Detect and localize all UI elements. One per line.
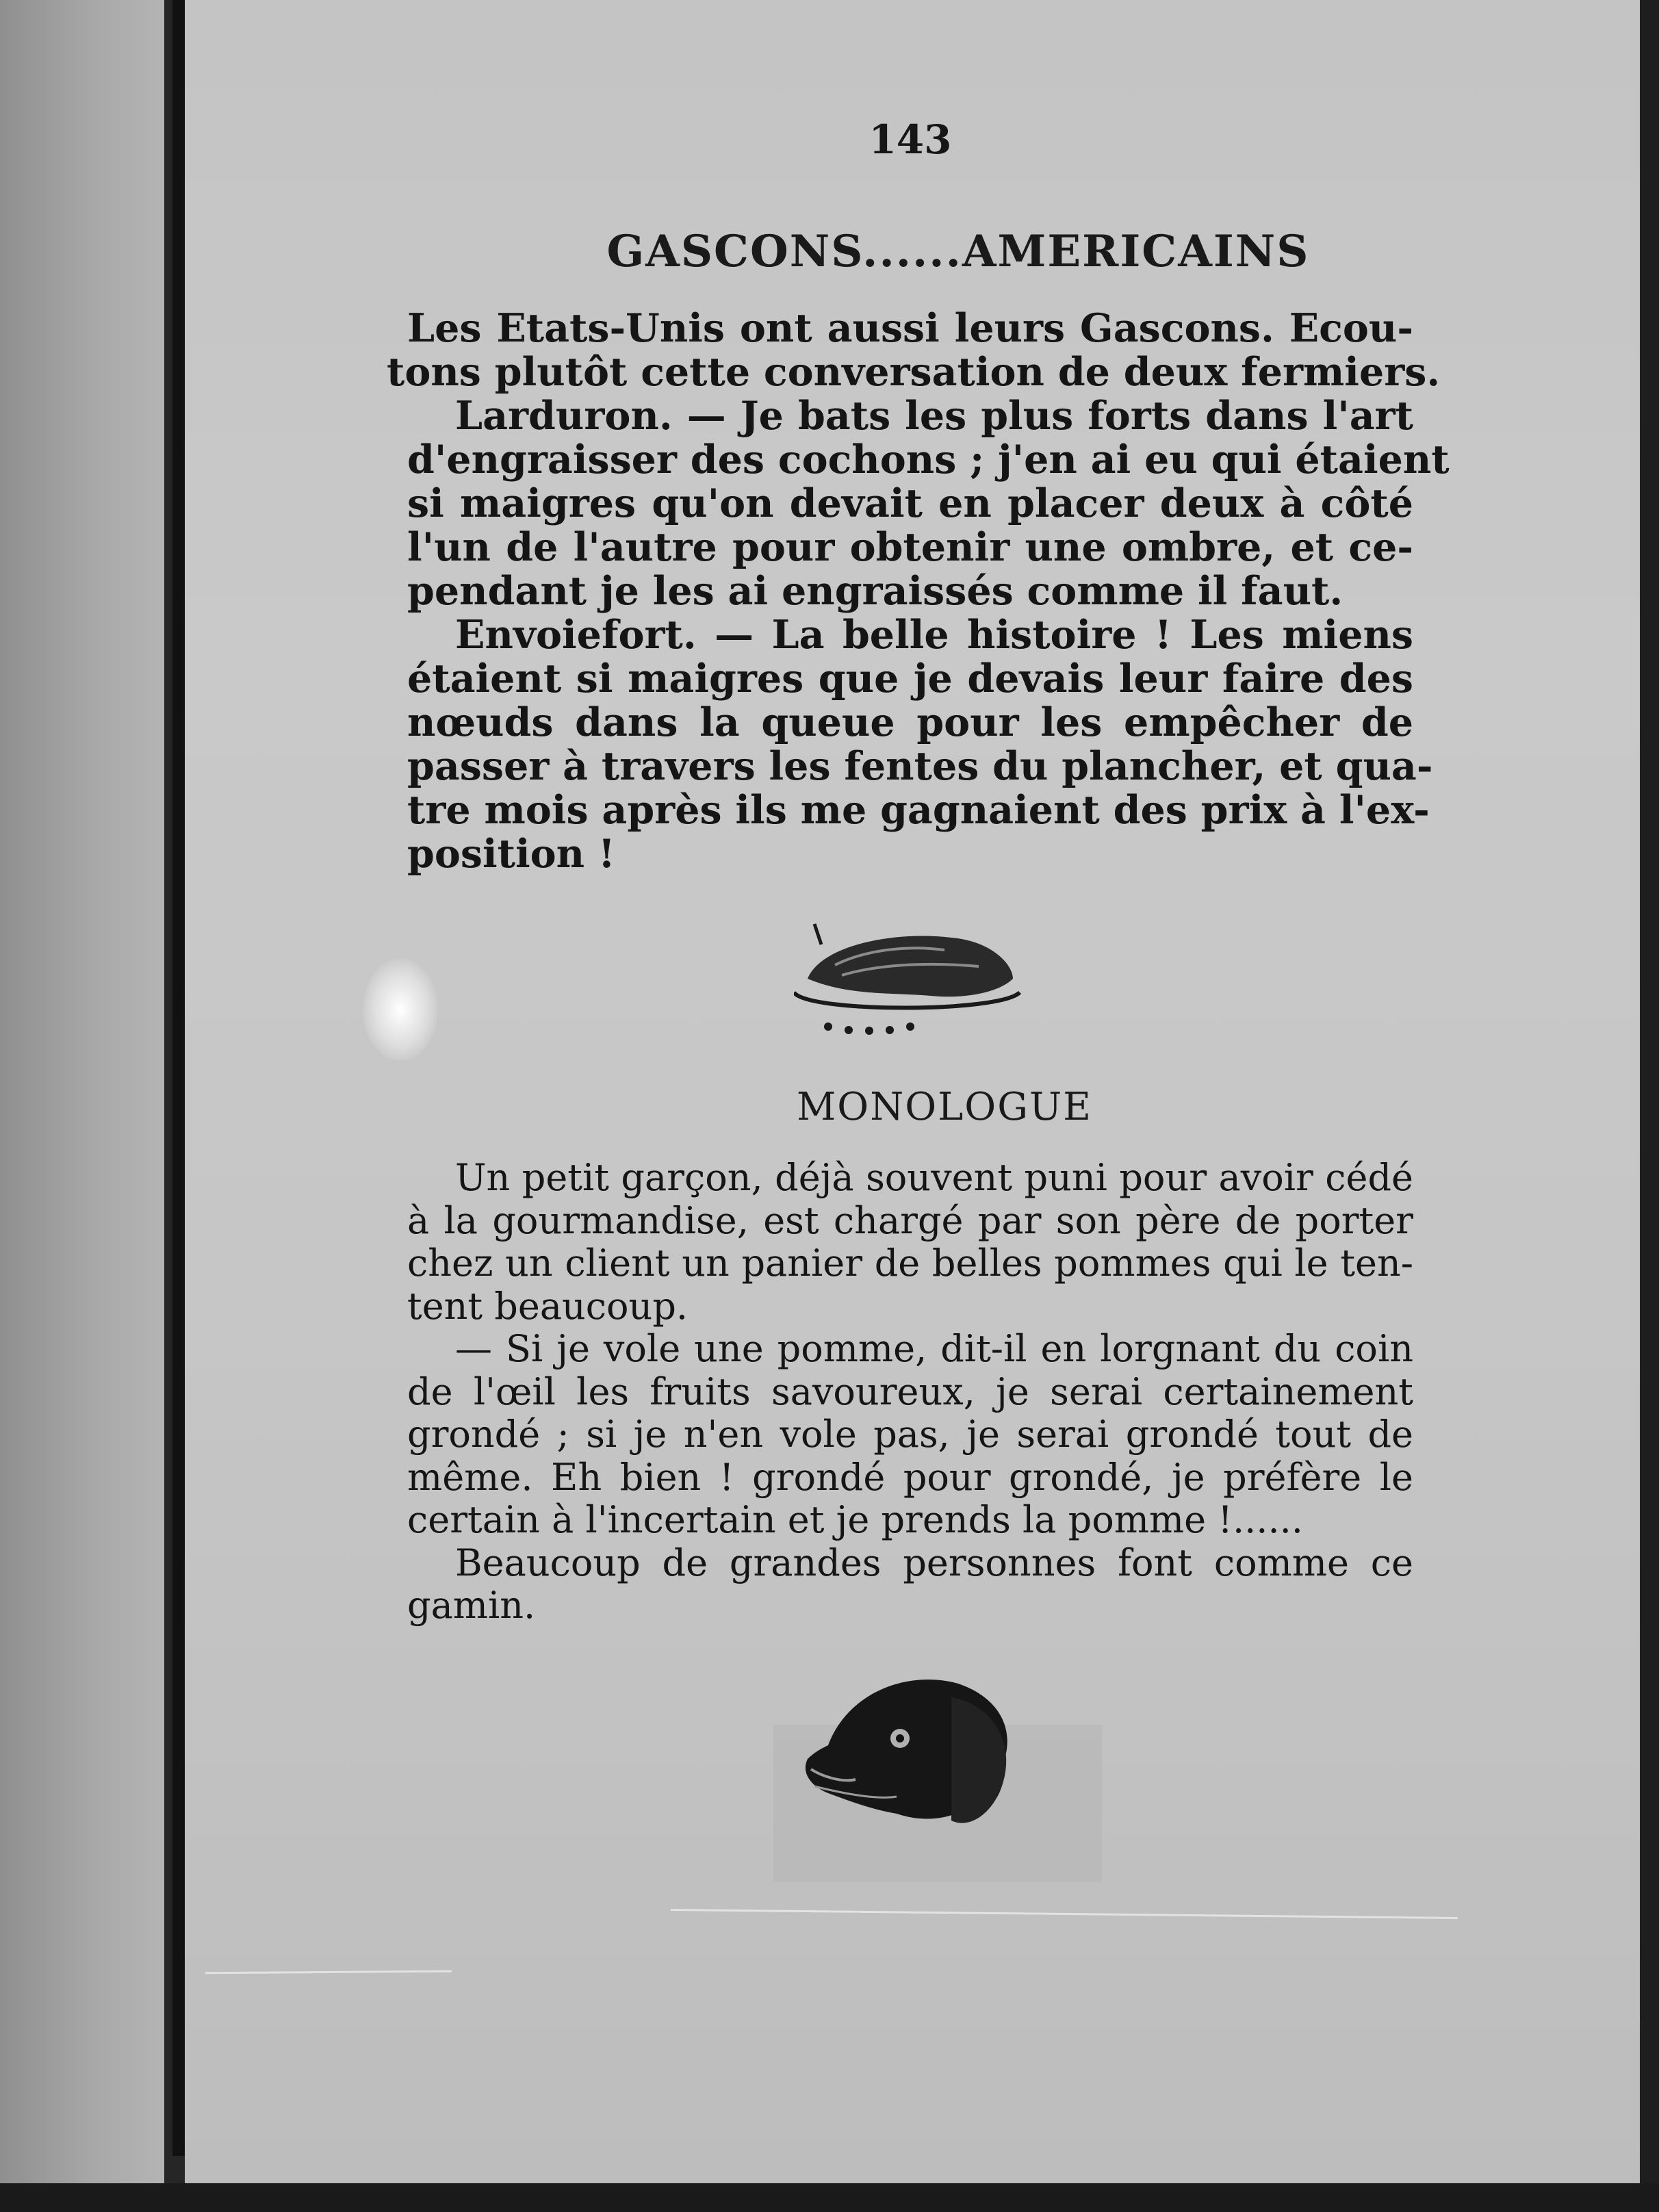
text-line: à la gourmandise, est chargé par son père de porter [407, 1198, 1413, 1242]
text-line: d'engraisser des cochons ; j'en ai eu qui étaient [407, 437, 1450, 483]
book-gutter-line [172, 0, 185, 2156]
text-line: de l'œil les fruits savoureux, je serai certainement [407, 1369, 1413, 1413]
text-line: l'un de l'autre pour obtenir une ombre, et ce- [407, 524, 1413, 570]
text-line: tons plutôt cette conversation de deux fermiers. [387, 349, 1441, 395]
text-line: passer à travers les fentes du plancher, et qua- [407, 743, 1433, 789]
text-line: position ! [407, 831, 615, 877]
text-line: si maigres qu'on devait en placer deux à côté [407, 480, 1413, 526]
bottom-edge-shadow [0, 2183, 1659, 2212]
text-line: tre mois après ils me gagnaient des prix à l'ex- [407, 787, 1430, 833]
text-line: Les Etats-Unis ont aussi leurs Gascons. Ecou- [407, 305, 1413, 351]
cake-ornament-icon [794, 917, 1027, 1047]
section-title-monologue: MONOLOGUE [796, 1085, 1093, 1129]
section-body-gascons [387, 305, 1450, 877]
text-line: Envoiefort. — La belle histoire ! Les miens [455, 612, 1413, 658]
text-line: même. Eh bien ! grondé pour grondé, je préfère le [407, 1455, 1413, 1499]
section-body-monologue [407, 1157, 1413, 1628]
text-line: Beaucoup de grandes personnes font comme ce [455, 1541, 1413, 1584]
text-line: gamin. [407, 1584, 536, 1627]
right-edge-shadow [1640, 0, 1659, 2212]
text-line: — Si je vole une pomme, dit-il en lorgnant du coin [455, 1327, 1413, 1370]
text-line: certain à l'incertain et je prends la pomme !...... [407, 1498, 1303, 1541]
text-line: pendant je les ai engraissés comme il faut. [407, 568, 1343, 614]
dog-head-ornament-icon [773, 1656, 1102, 1882]
text-line: chez un client un panier de belles pommes qui le ten- [407, 1242, 1413, 1285]
left-page-margin [0, 0, 164, 2212]
text-line: grondé ; si je n'en vole pas, je serai grondé tout de [407, 1413, 1413, 1456]
text-line: Un petit garçon, déjà souvent puni pour avoir cédé [455, 1156, 1413, 1199]
text-line: nœuds dans la queue pour les empêcher de [407, 699, 1413, 745]
section-title-gascons: GASCONS......AMERICAINS [606, 226, 1310, 277]
text-line: Larduron. — Je bats les plus forts dans l'art [455, 393, 1413, 439]
text-line: étaient si maigres que je devais leur faire des [407, 656, 1413, 702]
light-glare [363, 958, 438, 1061]
text-line: tent beaucoup. [407, 1284, 689, 1328]
page-number: 143 [869, 116, 952, 163]
